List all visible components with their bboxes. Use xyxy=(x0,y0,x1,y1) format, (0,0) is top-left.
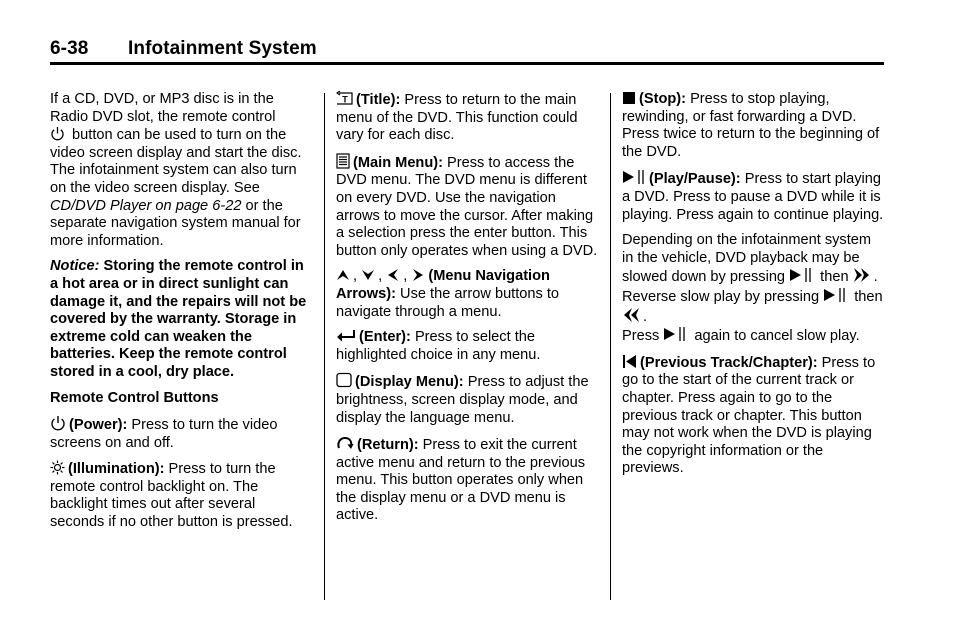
stop-entry: (Stop): Press to stop playing, rewinding, or fast forwarding a DVD. Press twice to return to the beginning of the DVD. xyxy=(622,91,880,160)
previous-track-entry: (Previous Track/Chapter): Press to go to the start of the current track or chapter. Press again to go to the previous track or chapter. This button may not work when the DVD is playing the copyright information or the previews. xyxy=(622,354,876,477)
section-heading: Remote Control Buttons xyxy=(50,389,219,406)
intro-paragraph: If a CD, DVD, or MP3 disc is in the Radio DVD slot, the remote control button can be used to turn on the video screen display and start the disc. The infotainment system can also turn on the video screen display. See CD/DVD Player on page 6-22 or the separate navigation system manual for more information. xyxy=(50,91,302,249)
arrow-left-icon xyxy=(386,268,400,282)
enter-entry: (Enter): Press to select the highlighted choice in any menu. xyxy=(336,329,541,363)
header-rule xyxy=(50,62,884,65)
title-icon xyxy=(336,91,353,106)
column-1 xyxy=(50,91,312,540)
play-pause-icon xyxy=(823,287,847,303)
display-menu-entry: (Display Menu): Press to adjust the brightness, screen display mode, and display the language menu. xyxy=(336,374,589,426)
column-divider xyxy=(324,93,325,600)
power-entry: (Power): Press to turn the video screens on and off. xyxy=(50,417,278,451)
column-3 xyxy=(622,91,884,486)
enter-icon xyxy=(336,329,356,343)
slow-play-entry: Depending on the infotainment system in the vehicle, DVD playback may be slowed down by pressing then . Reverse slow play by pressing then . Press again to cancel slow play. xyxy=(622,232,883,345)
column-divider xyxy=(610,93,611,600)
svg-text:T: T xyxy=(342,94,348,105)
notice-paragraph: Notice: Storing the remote control in a hot area or in direct sunlight can damage it, and the repairs will not be covered by the warranty. Storage in extreme cold can weaken the batteries. Keep the remote control stored in a cool, dry place. xyxy=(50,258,307,380)
rewind-icon xyxy=(622,307,640,323)
section-title: Infotainment System xyxy=(128,38,317,59)
main-menu-entry: (Main Menu): Press to access the DVD menu. The DVD menu is different on every DVD. Use the navigation arrows to move the cursor. After making a selection press the enter button. This button only operates when using a DVD. xyxy=(336,154,598,259)
fast-forward-icon xyxy=(853,267,871,283)
arrow-up-icon xyxy=(336,268,350,282)
play-pause-icon xyxy=(622,169,646,185)
menu-icon xyxy=(336,153,350,169)
arrow-down-icon xyxy=(361,268,375,282)
power-icon xyxy=(50,126,65,141)
notice-label: Notice: xyxy=(50,258,100,275)
play-pause-entry: (Play/Pause): Press to start playing a DVD. Press to pause a DVD while it is playing. Press again to continue playing. xyxy=(622,171,884,223)
page-header xyxy=(50,38,317,60)
arrow-right-icon xyxy=(411,268,425,282)
display-icon xyxy=(336,372,352,388)
play-pause-icon xyxy=(789,267,813,283)
illumination-entry: (Illumination): Press to turn the remote control backlight on. The backlight times out after several seconds if no other button is pressed. xyxy=(50,461,293,531)
page-number: 6-38 xyxy=(50,38,89,59)
previous-track-icon xyxy=(622,354,637,369)
play-pause-icon xyxy=(663,326,687,342)
cross-reference-link[interactable]: CD/DVD Player on page 6-22 xyxy=(50,197,242,214)
illumination-icon xyxy=(50,460,65,475)
stop-icon xyxy=(622,91,636,105)
return-icon xyxy=(336,435,354,451)
return-entry: (Return): Press to exit the current active menu and return to the previous menu. This button operates only when the display menu or a DVD menu is active. xyxy=(336,437,586,524)
title-entry: T (Title): Press to return to the main menu of the DVD. This function could vary for each disc. xyxy=(336,92,578,144)
navigation-arrows-entry: , , , (Menu Navigation Arrows): Use the arrow buttons to navigate through a menu. xyxy=(336,268,560,320)
power-icon xyxy=(50,415,66,431)
column-2 xyxy=(336,91,598,533)
